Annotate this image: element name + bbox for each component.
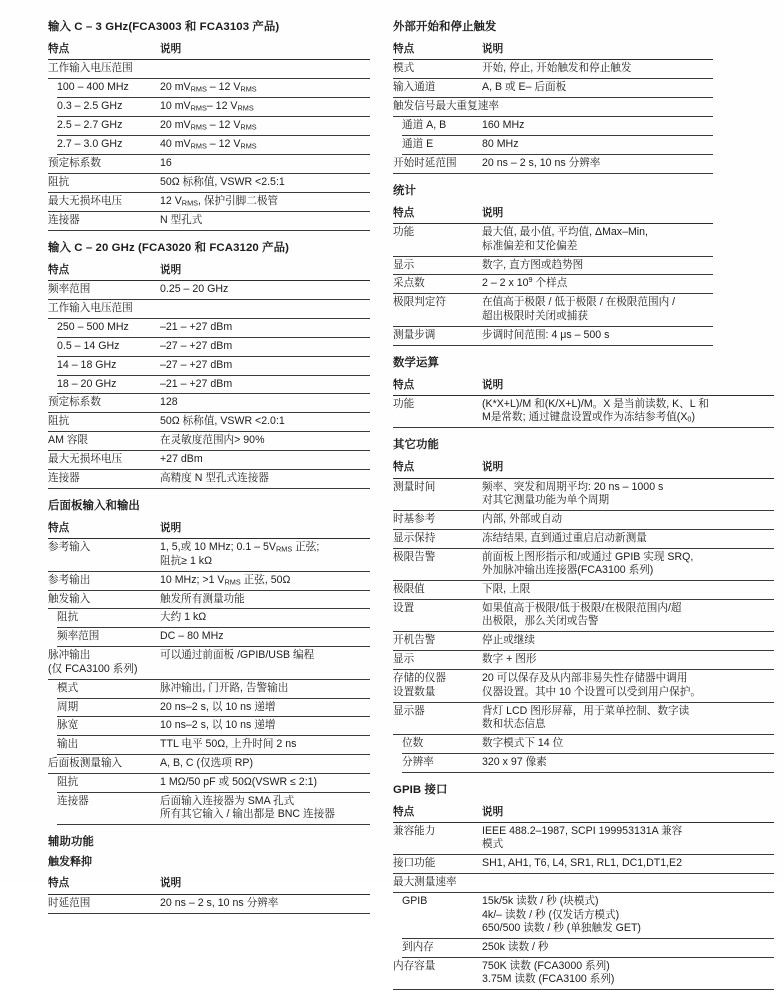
desc-cell: 15k/5k 读数 / 秒 (块模式) 4k/– 读数 / 秒 (仅发话方模式) 650/500 读数 / 秒 (单独触发 GET) <box>482 895 641 934</box>
desc-cell: 数字模式下 14 位 <box>482 736 564 749</box>
spec-row <box>393 224 713 256</box>
feature-cell: 连接器 <box>48 472 80 485</box>
spec-row <box>393 60 713 79</box>
spec-row <box>393 396 774 428</box>
spec-row <box>57 628 370 647</box>
table-header-row <box>393 459 774 478</box>
feature-cell: 内存容量 <box>393 959 436 972</box>
feature-cell: 预定标系数 <box>48 396 101 409</box>
section-title: 辅助功能 <box>48 836 94 849</box>
desc-cell: 数字, 直方图或趋势图 <box>482 258 584 271</box>
desc-cell: 后面输入连接器为 SMA 孔式 所有其它输入 / 输出都是 BNC 连接器 <box>160 795 335 821</box>
desc-cell: 背灯 LCD 图形屏幕，用于菜单控制、数字读 数和状态信息 <box>482 704 690 730</box>
feature-cell: 模式 <box>393 62 415 75</box>
spec-column-right <box>393 10 774 997</box>
spec-row <box>48 647 370 679</box>
desc-cell: 频率、突发和周期平均: 20 ns – 1000 s 对其它测量功能为单个周期 <box>482 480 664 507</box>
feature-cell: 测量步调 <box>393 328 436 341</box>
feature-cell: 极限告警 <box>393 550 436 563</box>
desc-cell: DC – 80 MHz <box>160 630 224 643</box>
feature-cell: 开机告警 <box>393 634 436 647</box>
desc-cell: 冻结结果, 直到通过重启启动新测量 <box>482 531 647 544</box>
group-row <box>393 98 713 117</box>
spec-row <box>57 736 370 755</box>
spec-row <box>48 174 370 193</box>
feature-cell: 14 – 18 GHz <box>57 358 117 371</box>
desc-cell: IEEE 488.2–1987, SCPI 199953131A 兼容 模式 <box>482 825 683 851</box>
spec-row <box>48 193 370 212</box>
spec-table <box>48 875 370 913</box>
desc-cell: 20 ns – 2 s, 10 ns 分辨率 <box>160 896 279 909</box>
spec-row <box>402 893 774 939</box>
spec-row <box>48 394 370 413</box>
feature-cell: 2.7 – 3.0 GHz <box>57 138 123 151</box>
feature-cell: 时基参考 <box>393 513 436 526</box>
desc-cell: 160 MHz <box>482 119 525 132</box>
column-header-desc: 说明 <box>482 206 504 219</box>
spec-row <box>402 754 774 773</box>
spec-row <box>48 591 370 610</box>
desc-cell: 80 MHz <box>482 138 519 151</box>
spec-table <box>393 41 713 174</box>
section-title: 其它功能 <box>393 439 439 452</box>
desc-cell: N 型孔式 <box>160 213 203 226</box>
feature-cell: 阻抗 <box>48 415 70 428</box>
spec-row <box>393 511 774 530</box>
section-ext-start-stop-trigger <box>393 21 774 174</box>
desc-cell: –21 – +27 dBm <box>160 320 233 333</box>
desc-cell: 0.25 – 20 GHz <box>160 282 229 295</box>
desc-cell: 12 $V_{RMS}$, 保护引脚二极管 <box>160 194 279 208</box>
feature-cell: 最大无损坏电压 <box>48 194 123 207</box>
section-gpib-interface <box>393 784 774 990</box>
feature-cell: 时延范围 <box>48 896 91 909</box>
desc-cell: 10 $mV_{RMS}-$ 12 $V_{RMS}$ <box>160 100 254 113</box>
column-header-desc: 说明 <box>160 521 182 534</box>
feature-cell: 存储的仪器 设置数量 <box>393 672 446 698</box>
spec-row <box>402 136 713 155</box>
spec-row <box>57 98 370 117</box>
spec-table <box>393 459 774 772</box>
section-input-c-20ghz <box>48 242 370 489</box>
feature-cell: 显示器 <box>393 704 425 717</box>
group-label: 工作输入电压范围 <box>48 62 133 75</box>
spec-table <box>48 520 370 825</box>
desc-cell: 1, 5,或 10 MHz; $0.1 - 5V_{RMS}$ 正弦; 阻抗≥ 1 kΩ <box>160 541 320 567</box>
spec-row <box>48 212 370 231</box>
desc-cell: 在灵敏度范围内> 90% <box>160 434 265 447</box>
section-title: 输入 C – 20 GHz (FCA3020 和 FCA3120 产品) <box>48 241 289 254</box>
feature-cell: 兼容能力 <box>393 825 436 838</box>
feature-cell: AM 容限 <box>48 434 89 447</box>
desc-cell: 250k 读数 / 秒 <box>482 940 549 953</box>
table-header-row <box>393 205 713 224</box>
section-title: 输入 C – 3 GHz(FCA3003 和 FCA3103 产品) <box>48 21 280 33</box>
spec-row <box>393 479 774 511</box>
feature-cell: 显示保持 <box>393 531 436 544</box>
spec-row <box>48 432 370 451</box>
feature-cell: 极限判定符 <box>393 296 446 309</box>
spec-row <box>402 939 774 958</box>
section-rear-panel-io <box>48 500 370 825</box>
spec-row <box>48 451 370 470</box>
feature-cell: 显示 <box>393 653 415 666</box>
table-header-row <box>48 41 370 60</box>
spec-row <box>393 600 774 632</box>
feature-cell: 模式 <box>57 681 79 694</box>
desc-cell: 大约 1 kΩ <box>160 611 207 624</box>
desc-cell: 20 ns–2 s, 以 10 ns 递增 <box>160 700 276 713</box>
section-title: 数学运算 <box>393 356 439 369</box>
desc-cell: 20 $mV_{RMS} - 12$ $V_{RMS}$ <box>160 81 257 94</box>
feature-cell: 0.3 – 2.5 GHz <box>57 100 123 113</box>
feature-cell: 测量时间 <box>393 480 436 493</box>
feature-cell: 100 – 400 MHz <box>57 81 129 94</box>
desc-cell: SH1, AH1, T6, L4, SR1, RL1, DC1,DT1,E2 <box>482 857 682 870</box>
table-header-row <box>48 875 370 894</box>
desc-cell: 下限, 上限 <box>482 583 531 596</box>
column-header-feature: 特点 <box>393 805 415 818</box>
desc-cell: 开始, 停止, 开始触发和停止触发 <box>482 62 632 75</box>
feature-cell: 连接器 <box>48 213 80 226</box>
group-row <box>48 300 370 319</box>
spec-row <box>393 327 713 346</box>
spec-row <box>393 294 713 326</box>
feature-cell: 功能 <box>393 398 415 410</box>
desc-cell: 750K 读数 (FCA3000 系列) 3.75M 读数 (FCA3100 系列) <box>482 959 615 986</box>
table-header-row <box>48 520 370 539</box>
spec-row <box>57 319 370 338</box>
feature-cell: 脉宽 <box>57 719 79 732</box>
feature-cell: 输入通道 <box>393 81 436 94</box>
feature-cell: 参考输入 <box>48 541 91 554</box>
desc-cell: 10 ns–2 s, 以 10 ns 递增 <box>160 719 276 732</box>
column-header-desc: 说明 <box>160 263 182 276</box>
feature-cell: 功能 <box>393 226 415 239</box>
feature-cell: 预定标系数 <box>48 156 101 169</box>
spec-table <box>48 262 370 489</box>
desc-cell: 内部, 外部或自动 <box>482 513 563 526</box>
desc-cell: –27 – +27 dBm <box>160 358 233 371</box>
spec-row <box>48 572 370 591</box>
feature-cell: 位数 <box>402 736 424 749</box>
desc-cell: 320 x 97 像素 <box>482 755 547 768</box>
section-title: 统计 <box>393 184 416 197</box>
group-label: 工作输入电压范围 <box>48 301 133 314</box>
feature-cell: 分辨率 <box>402 755 434 768</box>
spec-row <box>393 651 774 670</box>
desc-cell: –27 – +27 dBm <box>160 339 233 352</box>
desc-cell: A, B, C (仅选项 RP) <box>160 757 253 770</box>
group-label: 触发信号最大重复速率 <box>393 100 499 113</box>
desc-cell: 16 <box>160 156 172 169</box>
desc-cell: 50Ω 标称值, VSWR <2.0:1 <box>160 415 285 428</box>
feature-cell: 频率范围 <box>57 630 100 643</box>
column-header-feature: 特点 <box>393 43 415 55</box>
feature-cell: 触发输入 <box>48 592 91 605</box>
spec-row <box>393 958 774 990</box>
column-header-feature: 特点 <box>48 877 70 890</box>
feature-cell: 频率范围 <box>48 282 91 295</box>
section-title: 外部开始和停止触发 <box>393 21 497 33</box>
feature-cell: 通道 A, B <box>402 119 447 132</box>
spec-column-left <box>48 10 370 921</box>
spec-row <box>393 823 774 855</box>
desc-cell: 在值高于极限 / 低于极限 / 在极限范围内 / 超出极限时关闭或捕获 <box>482 296 676 322</box>
desc-cell: 数字 + 图形 <box>482 653 537 666</box>
spec-row <box>57 117 370 136</box>
spec-row <box>48 755 370 774</box>
section-other-functions <box>393 439 774 772</box>
feature-cell: 接口功能 <box>393 857 436 870</box>
spec-row <box>393 632 774 651</box>
desc-cell: A, B 或 E– 后面板 <box>482 81 567 94</box>
column-header-desc: 说明 <box>482 805 504 818</box>
desc-cell: 高精度 N 型孔式连接器 <box>160 472 269 485</box>
section-math-operations <box>393 357 774 429</box>
spec-row <box>48 155 370 174</box>
column-header-feature: 特点 <box>48 263 70 276</box>
desc-cell: 最大值, 最小值, 平均值, ΔMax–Min, 标准偏差和艾伦偏差 <box>482 226 648 252</box>
feature-cell: 18 – 20 GHz <box>57 377 117 390</box>
spec-columns <box>48 10 774 997</box>
column-header-feature: 特点 <box>393 206 415 219</box>
group-label: 最大测量速率 <box>393 876 457 889</box>
column-header-desc: 说明 <box>482 378 504 391</box>
spec-row <box>57 338 370 357</box>
table-header-row <box>48 262 370 281</box>
feature-cell: 开始时延范围 <box>393 156 457 169</box>
spec-row <box>393 581 774 600</box>
desc-cell: 步调时间范围: 4 μs – 500 s <box>482 328 610 341</box>
desc-cell: 2 – 2 x $10^9$ 个样点 <box>482 275 568 290</box>
spec-row <box>57 79 370 98</box>
spec-row <box>393 670 774 702</box>
group-row <box>393 874 774 893</box>
section-subtitle: 触发释抑 <box>48 856 92 869</box>
spec-row <box>48 470 370 489</box>
feature-cell: 到内存 <box>402 940 434 953</box>
feature-cell: 后面板测量输入 <box>48 757 123 770</box>
spec-row <box>48 895 370 914</box>
feature-cell: 输出 <box>57 738 79 751</box>
spec-row <box>393 79 713 98</box>
spec-row <box>393 275 713 294</box>
spec-row <box>402 735 774 754</box>
desc-cell: 20 $mV_{RMS} - 12$ $V_{RMS}$ <box>160 119 257 132</box>
spec-row <box>57 774 370 793</box>
spec-row <box>393 530 774 549</box>
spec-row <box>393 257 713 276</box>
feature-cell: 周期 <box>57 700 79 713</box>
desc-cell: 1 MΩ/50 pF 或 50Ω(VSWR ≤ 2:1) <box>160 776 318 789</box>
column-header-feature: 特点 <box>48 521 70 534</box>
group-row <box>48 60 370 79</box>
feature-cell: 极限值 <box>393 583 425 596</box>
feature-cell: 显示 <box>393 258 415 271</box>
desc-cell: +27 dBm <box>160 453 203 466</box>
feature-cell: 采点数 <box>393 277 425 290</box>
section-title: 后面板输入和输出 <box>48 499 140 512</box>
column-header-desc: 说明 <box>160 43 182 55</box>
desc-cell: (K*X+L)/M 和(K/X+L)/M。X 是当前读数, K、L 和 M是常数; 通过键盘设置或作为冻结参考值$(X_0)$ <box>482 398 709 424</box>
desc-cell: TTL 电平 50Ω, 上升时间 2 ns <box>160 738 297 751</box>
column-header-desc: 说明 <box>482 461 504 474</box>
section-title: GPIB 接口 <box>393 783 448 796</box>
feature-cell: 参考输出 <box>48 573 91 586</box>
column-header-feature: 特点 <box>393 461 415 474</box>
column-header-desc: 说明 <box>482 43 504 55</box>
section-aux-functions <box>48 836 370 913</box>
feature-cell: 阻抗 <box>48 175 70 188</box>
desc-cell: –21 – +27 dBm <box>160 377 233 390</box>
spec-row <box>57 136 370 155</box>
desc-cell: 如果值高于极限/低于极限/在极限范围内/超 出极限，那么关闭或告警 <box>482 602 682 628</box>
spec-row <box>402 117 713 136</box>
feature-cell: 脉冲输出 (仅 FCA3100 系列) <box>48 649 138 675</box>
spec-table <box>393 804 774 990</box>
feature-cell: 0.5 – 14 GHz <box>57 339 120 352</box>
column-header-feature: 特点 <box>48 43 70 55</box>
feature-cell: 连接器 <box>57 795 89 808</box>
feature-cell: 250 – 500 MHz <box>57 320 129 333</box>
spec-table <box>48 41 370 231</box>
spec-row <box>393 155 713 174</box>
desc-cell: 可以通过前面板 /GPIB/USB 编程 <box>160 649 315 662</box>
feature-cell: 2.5 – 2.7 GHz <box>57 119 123 132</box>
desc-cell: 脉冲输出, 门开路, 告警输出 <box>160 681 289 694</box>
desc-cell: 128 <box>160 396 178 409</box>
spec-row <box>393 703 774 735</box>
desc-cell: 触发所有测量功能 <box>160 592 245 605</box>
desc-cell: 10 MHz; >1 $V_{RMS}$ 正弦, 50Ω <box>160 573 291 587</box>
desc-cell: 40 $mV_{RMS} - 12$ $V_{RMS}$ <box>160 138 257 151</box>
spec-row <box>57 699 370 718</box>
spec-row <box>48 539 370 571</box>
spec-table <box>393 377 774 429</box>
desc-cell: 20 ns – 2 s, 10 ns 分辨率 <box>482 156 601 169</box>
desc-cell: 50Ω 标称值, VSWR <2.5:1 <box>160 175 285 188</box>
feature-cell: 阻抗 <box>57 776 79 789</box>
desc-cell: 20 可以保存及从内部非易失性存储器中调用 仪器设置。其中 10 个设置可以受到用户保护。 <box>482 672 701 698</box>
spec-row <box>57 357 370 376</box>
spec-row <box>57 717 370 736</box>
desc-cell: 前面板上图形指示和/或通过 GPIB 实现 SRQ, 外加脉冲输出连接器(FCA3100 系列) <box>482 550 694 577</box>
section-statistics <box>393 185 774 346</box>
section-input-c-3ghz <box>48 21 370 231</box>
spec-row <box>57 376 370 395</box>
spec-row <box>393 549 774 581</box>
spec-row <box>48 413 370 432</box>
feature-cell: 阻抗 <box>57 611 79 624</box>
spec-row <box>57 680 370 699</box>
table-header-row <box>393 41 713 60</box>
spec-row <box>57 793 370 825</box>
column-header-feature: 特点 <box>393 378 415 391</box>
spec-row <box>57 609 370 628</box>
table-header-row <box>393 804 774 823</box>
feature-cell: 最大无损坏电压 <box>48 453 123 466</box>
column-header-desc: 说明 <box>160 877 182 890</box>
spec-row <box>393 855 774 874</box>
spec-table <box>393 205 713 346</box>
table-header-row <box>393 377 774 396</box>
feature-cell: 通道 E <box>402 138 434 151</box>
spec-row <box>48 281 370 300</box>
feature-cell: GPIB <box>402 895 428 908</box>
desc-cell: 停止或继续 <box>482 634 535 647</box>
feature-cell: 设置 <box>393 602 415 615</box>
